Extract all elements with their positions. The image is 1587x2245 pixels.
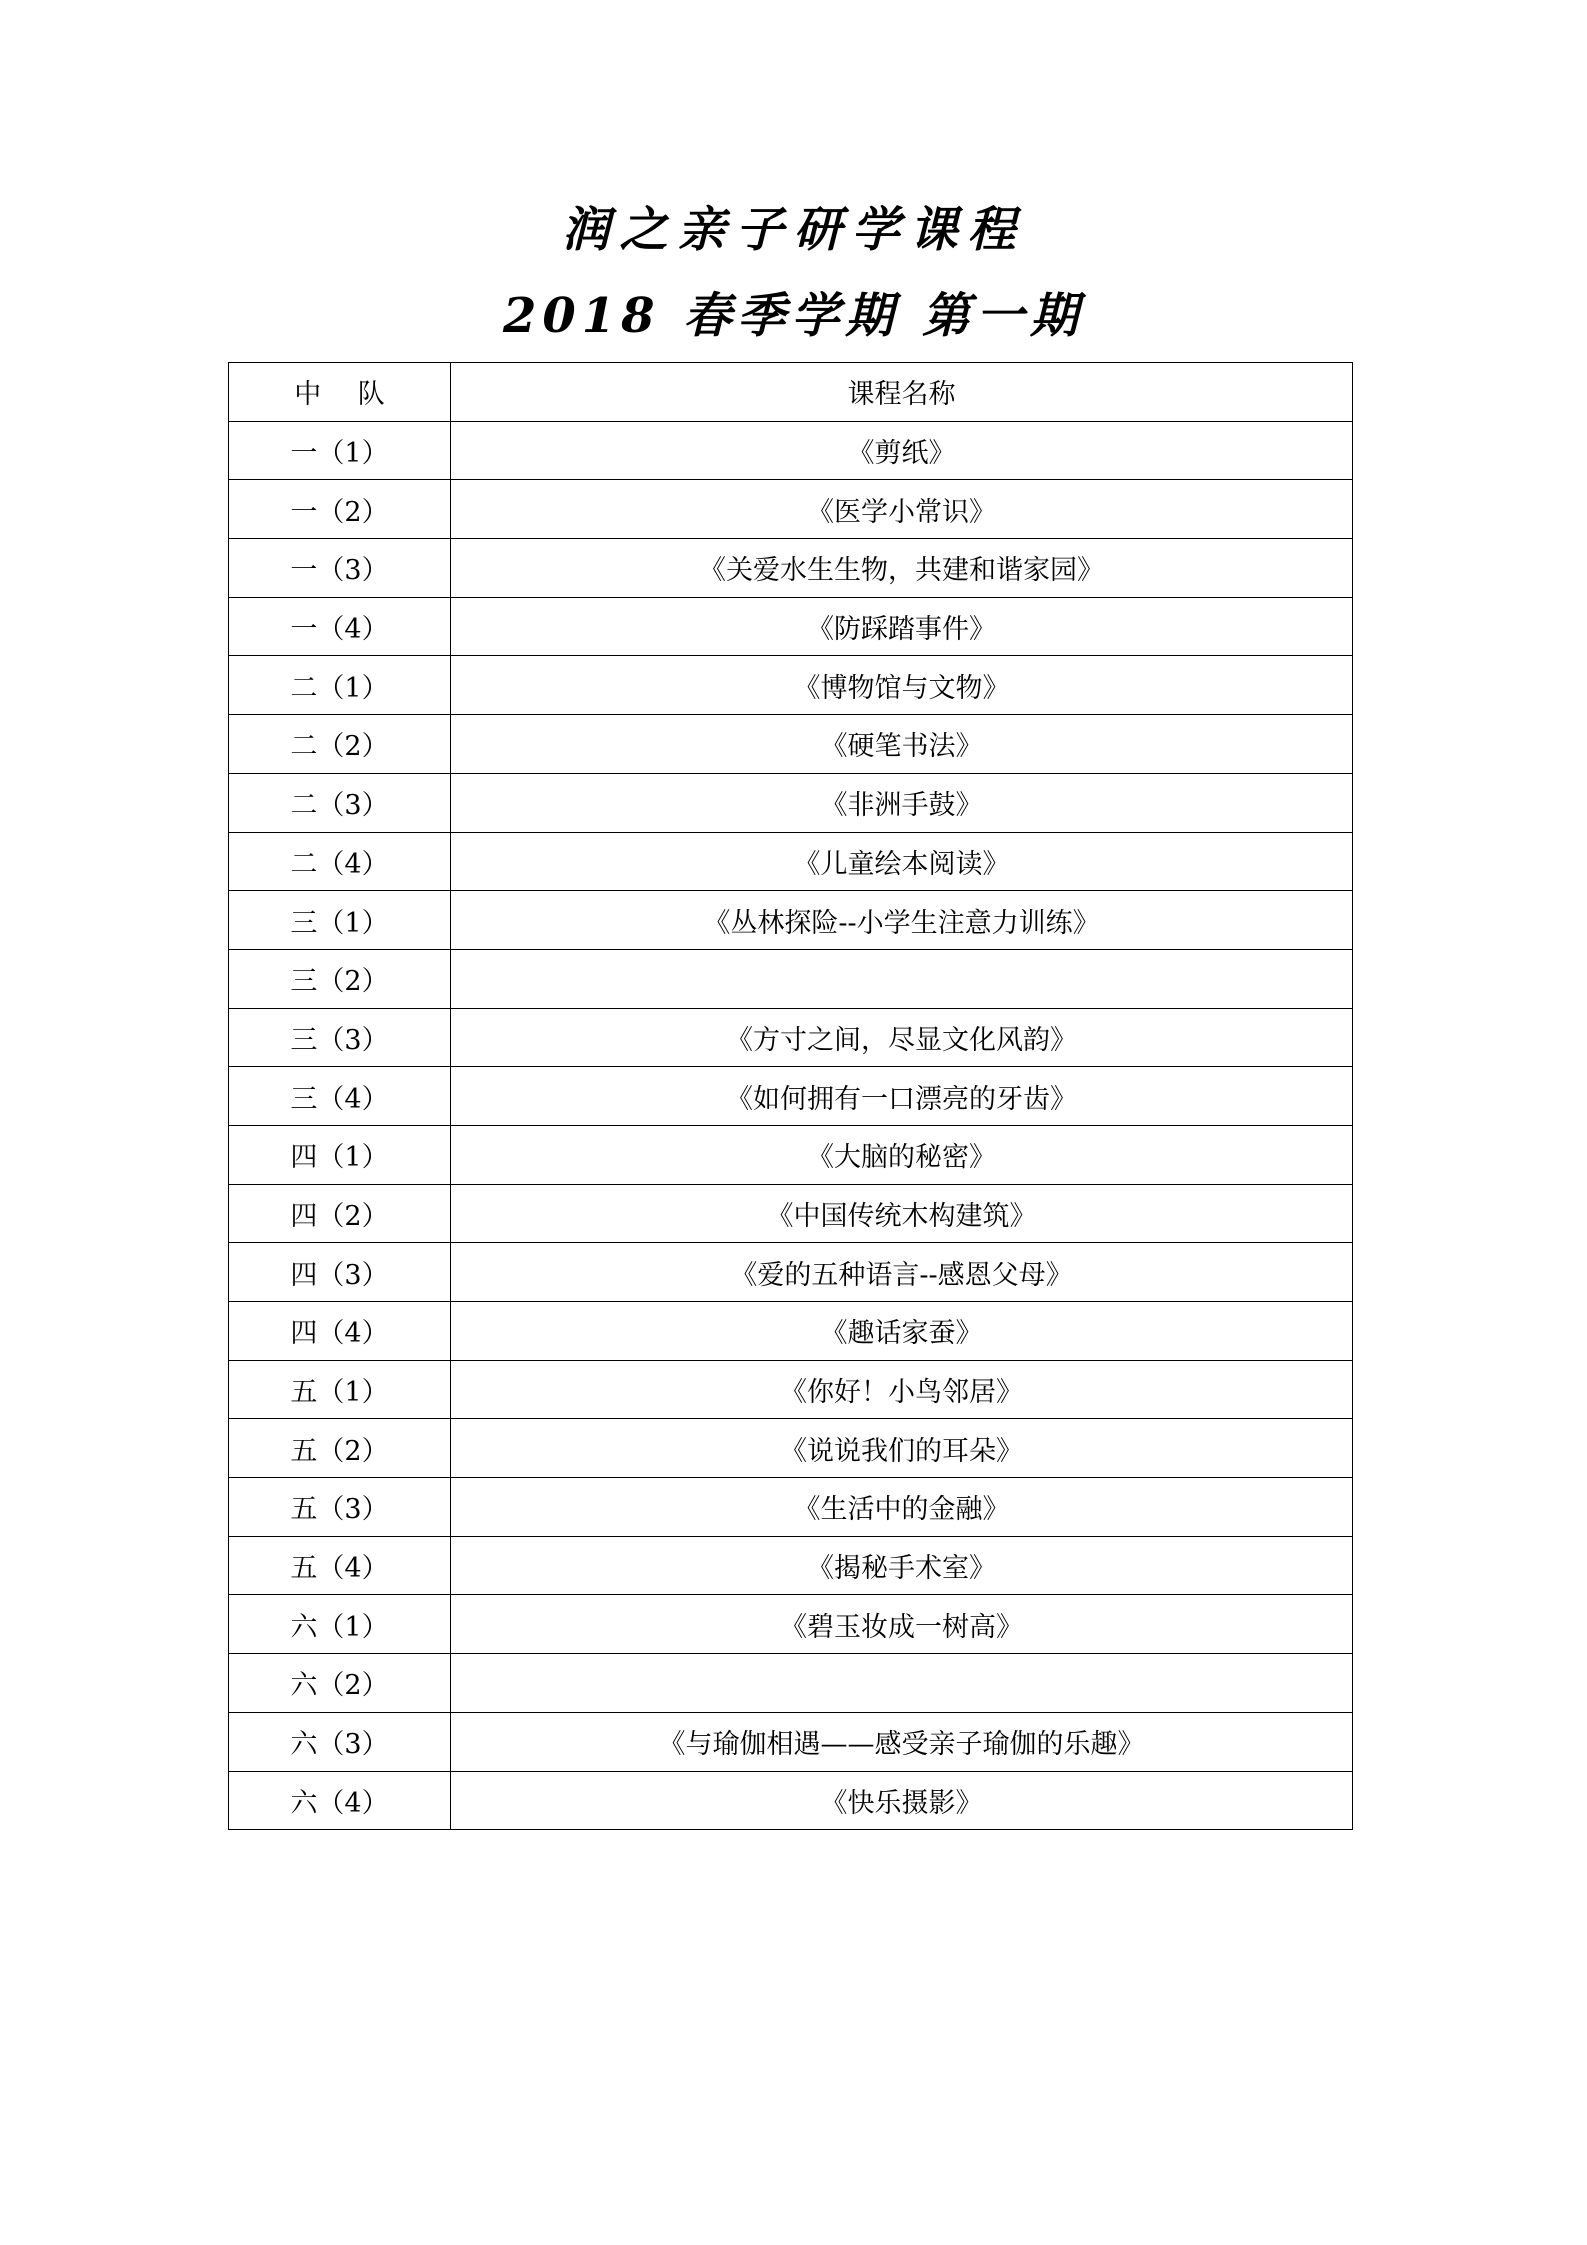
squad-cell: 二（3） [229,773,451,832]
table-row [229,891,1353,950]
course-name-cell: 《大脑的秘密》 [451,1125,1353,1184]
squad-cell: 五（4） [229,1536,451,1595]
table-row [229,421,1353,480]
squad-cell: 四（4） [229,1302,451,1361]
table-row [229,1125,1353,1184]
course-name-cell [451,949,1353,1008]
table-row [229,832,1353,891]
squad-cell: 二（4） [229,832,451,891]
table-row [229,539,1353,598]
course-name-cell: 《说说我们的耳朵》 [451,1419,1353,1478]
course-name-cell: 《趣话家蚕》 [451,1302,1353,1361]
squad-cell: 二（1） [229,656,451,715]
document-title: 润之亲子研学课程 [561,202,1026,258]
table-row [229,1419,1353,1478]
course-name-cell: 《儿童绘本阅读》 [451,832,1353,891]
table-row [229,1712,1353,1771]
table-row [229,773,1353,832]
course-name-cell: 《中国传统木构建筑》 [451,1184,1353,1243]
document-subtitle: 2018 春季学期 第一期 [502,288,1085,344]
course-name-cell: 《如何拥有一口漂亮的牙齿》 [451,1067,1353,1126]
squad-cell: 五（1） [229,1360,451,1419]
course-name-cell [451,1654,1353,1713]
course-schedule-table [228,362,1353,1830]
squad-cell: 一（3） [229,539,451,598]
course-name-cell: 《揭秘手术室》 [451,1536,1353,1595]
squad-cell: 三（3） [229,1008,451,1067]
squad-cell: 一（1） [229,421,451,480]
course-name-cell: 《快乐摄影》 [451,1771,1353,1830]
squad-cell: 四（1） [229,1125,451,1184]
course-name-cell: 《与瑜伽相遇——感受亲子瑜伽的乐趣》 [451,1712,1353,1771]
course-name-cell: 《生活中的金融》 [451,1478,1353,1537]
header-squad: 中 队 [229,363,451,422]
squad-cell: 三（1） [229,891,451,950]
squad-cell: 五（3） [229,1478,451,1537]
table-row [229,480,1353,539]
table-row [229,949,1353,1008]
table-row [229,1184,1353,1243]
squad-cell: 六（3） [229,1712,451,1771]
table-row [229,1008,1353,1067]
squad-cell: 一（4） [229,597,451,656]
course-name-cell: 《非洲手鼓》 [451,773,1353,832]
squad-cell: 四（3） [229,1243,451,1302]
squad-cell: 三（2） [229,949,451,1008]
course-name-cell: 《方寸之间，尽显文化风韵》 [451,1008,1353,1067]
course-name-cell: 《剪纸》 [451,421,1353,480]
squad-cell: 四（2） [229,1184,451,1243]
table-row [229,1302,1353,1361]
table-row [229,715,1353,774]
table-row [229,1654,1353,1713]
table-header-row [229,363,1353,422]
squad-cell: 六（2） [229,1654,451,1713]
table-row [229,1478,1353,1537]
squad-cell: 六（4） [229,1771,451,1830]
course-name-cell: 《防踩踏事件》 [451,597,1353,656]
table-row [229,1771,1353,1830]
squad-cell: 五（2） [229,1419,451,1478]
squad-cell: 三（4） [229,1067,451,1126]
header-course: 课程名称 [451,363,1353,422]
table-row [229,656,1353,715]
course-name-cell: 《医学小常识》 [451,480,1353,539]
table-body [229,421,1353,1830]
course-name-cell: 《关爱水生生物，共建和谐家园》 [451,539,1353,598]
table-row [229,1243,1353,1302]
table-row [229,597,1353,656]
course-name-cell: 《硬笔书法》 [451,715,1353,774]
table-row [229,1536,1353,1595]
table-row [229,1595,1353,1654]
squad-cell: 六（1） [229,1595,451,1654]
course-name-cell: 《碧玉妆成一树高》 [451,1595,1353,1654]
table-row [229,1067,1353,1126]
table-row [229,1360,1353,1419]
squad-cell: 一（2） [229,480,451,539]
squad-cell: 二（2） [229,715,451,774]
course-name-cell: 《丛林探险--小学生注意力训练》 [451,891,1353,950]
course-name-cell: 《博物馆与文物》 [451,656,1353,715]
course-name-cell: 《你好！小鸟邻居》 [451,1360,1353,1419]
course-name-cell: 《爱的五种语言--感恩父母》 [451,1243,1353,1302]
